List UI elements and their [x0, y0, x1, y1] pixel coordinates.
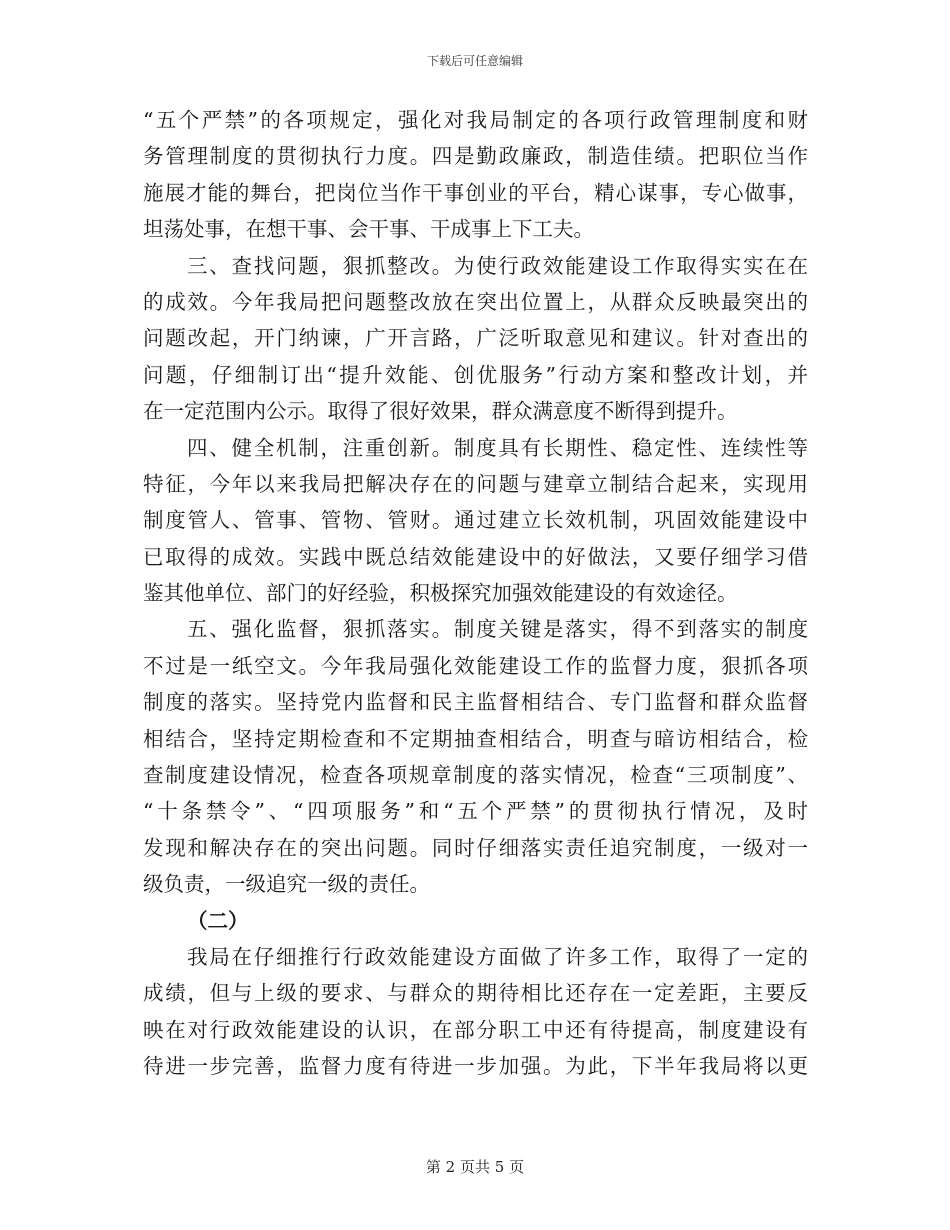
text-line: 坦荡处事，在想干事、会干事、干成事上下工夫。 — [143, 217, 594, 242]
page-number-footer: 第 2 页共 5 页 — [425, 1158, 525, 1176]
text-line: “十条禁令”、“四项服务”和“五个严禁”的贯彻执行情况，及时 — [143, 799, 808, 824]
text-line: 相结合，坚持定期检查和不定期抽查相结合，明查与暗访相结合，检 — [143, 726, 808, 751]
text-line: 施展才能的舞台，把岗位当作干事创业的平台，精心谋事，专心做事， — [143, 180, 808, 205]
text-line: 务管理制度的贯彻执行力度。四是勤政廉政，制造佳绩。把职位当作 — [143, 144, 808, 169]
document-body — [143, 102, 808, 1085]
text-line: “五个严禁”的各项规定，强化对我局制定的各项行政管理制度和财 — [143, 108, 808, 132]
paragraph-start-line: 四、健全机制，注重创新。制度具有长期性、稳定性、连续性等 — [187, 435, 808, 460]
text-line: 待进一步完善，监督力度有待进一步加强。为此，下半年我局将以更 — [143, 1054, 808, 1079]
text-line: 制度的落实。坚持党内监督和民主监督相结合、专门监督和群众监督 — [143, 690, 808, 715]
paragraph-start-line: 三、查找问题，狠抓整改。为使行政效能建设工作取得实实在在 — [187, 253, 808, 278]
text-line: 查制度建设情况，检查各项规章制度的落实情况，检查“三项制度”、 — [143, 763, 808, 788]
text-line: 鉴其他单位、部门的好经验，积极探究加强效能建设的有效途径。 — [143, 581, 738, 606]
paragraph-start-line: 我局在仔细推行行政效能建设方面做了许多工作，取得了一定的 — [187, 944, 808, 969]
section-heading: （二） — [187, 908, 249, 933]
text-line: 已取得的成效。实践中既总结效能建设中的好做法，又要仔细学习借 — [143, 544, 808, 569]
text-line: 发现和解决存在的突出问题。同时仔细落实责任追究制度，一级对一 — [143, 835, 808, 860]
text-line: 问题改起，开门纳谏，广开言路，广泛听取意见和建议。针对查出的 — [143, 326, 808, 351]
text-line: 映在对行政效能建设的认识，在部分职工中还有待提高，制度建设有 — [143, 1017, 808, 1042]
text-line: 在一定范围内公示。取得了很好效果，群众满意度不断得到提升。 — [143, 399, 738, 424]
page-header: 下载后可任意编辑 — [426, 54, 523, 68]
text-line: 成绩，但与上级的要求、与群众的期待相比还存在一定差距，主要反 — [143, 981, 808, 1006]
text-line: 不过是一纸空文。今年我局强化效能建设工作的监督力度，狠抓各项 — [143, 653, 808, 678]
text-line: 的成效。今年我局把问题整改放在突出位置上，从群众反映最突出的 — [143, 289, 808, 314]
text-line: 级负责，一级追究一级的责任。 — [143, 872, 430, 897]
text-line: 问题，仔细制订出“提升效能、创优服务”行动方案和整改计划，并 — [143, 362, 808, 387]
paragraph-start-line: 五、强化监督，狠抓落实。制度关键是落实，得不到落实的制度 — [187, 617, 808, 642]
text-line: 制度管人、管事、管物、管财。通过建立长效机制，巩固效能建设中 — [143, 508, 808, 533]
text-line: 特征，今年以来我局把解决存在的问题与建章立制结合起来，实现用 — [143, 471, 808, 496]
